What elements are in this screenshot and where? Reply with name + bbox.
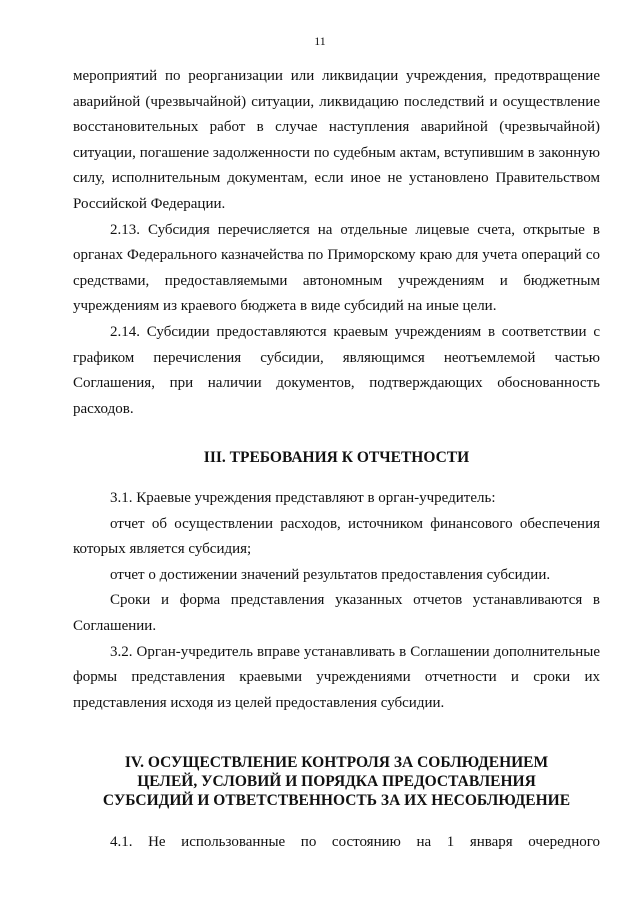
paragraph-report-deadlines: Сроки и форма представления указанных отчетов устанавливаются в Соглашении. bbox=[73, 592, 600, 634]
section-4-title-line-1: IV. ОСУЩЕСТВЛЕНИЕ КОНТРОЛЯ ЗА СОБЛЮДЕНИЕМ bbox=[124, 754, 549, 771]
text-block-section-4 bbox=[73, 830, 600, 856]
section-4-heading bbox=[73, 753, 600, 810]
page-number: 11 bbox=[314, 34, 326, 48]
section-3-title: III. ТРЕБОВАНИЯ К ОТЧЕТНОСТИ bbox=[203, 449, 470, 466]
paragraph-report-results: отчет о достижении значений результатов предоставления субсидии. bbox=[110, 566, 551, 583]
paragraph-4-1: 4.1. Не использованные по состоянию на 1 января очередного bbox=[110, 834, 600, 850]
paragraph-3-1: 3.1. Краевые учреждения представляют в орган-учредитель: bbox=[110, 490, 496, 506]
text-block-section-2 bbox=[73, 64, 600, 422]
text-block-section-3 bbox=[73, 486, 600, 716]
paragraph-3-2: 3.2. Орган-учредитель вправе устанавливать в Соглашении дополнительные формы представления краевыми учреждениями отчетности и сроки их представления исходя из целей предоставления субсидии. bbox=[73, 643, 600, 711]
section-4-title-line-2: ЦЕЛЕЙ, УСЛОВИЙ И ПОРЯДКА ПРЕДОСТАВЛЕНИЯ bbox=[137, 773, 536, 790]
section-4-title-line-3: СУБСИДИЙ И ОТВЕТСТВЕННОСТЬ ЗА ИХ НЕСОБЛЮДЕНИЕ bbox=[102, 792, 571, 809]
paragraph-continuation: мероприятий по реорганизации или ликвидации учреждения, предотвращение аварийной (чрезвычайной) ситуации, ликвидацию последствий и осуществление восстановительных работ в случае наступления аварийной (чрезвычайной) ситуации, погашение задолженности по судебным актам, вступившим в законную силу, исполнительным документам, если иное не установлено Правительством Российской Федерации. bbox=[73, 68, 600, 212]
section-3-heading bbox=[73, 448, 600, 467]
paragraph-2-13: 2.13. Субсидия перечисляется на отдельные лицевые счета, открытые в органах Федерального казначейства по Приморскому краю для учета операций со средствами, предоставляемыми автономным учреждениям и бюджетным учреждениям из краевого бюджета в виде субсидий на иные цели. bbox=[73, 221, 600, 315]
paragraph-report-expenses: отчет об осуществлении расходов, источником финансового обеспечения которых является субсидия; bbox=[73, 515, 600, 558]
paragraph-2-14: 2.14. Субсидии предоставляются краевым учреждениям в соответствии с графиком перечисления субсидии, являющимся неотъемлемой частью Соглашения, при наличии документов, подтверждающих обоснованность расходов. bbox=[73, 323, 600, 417]
